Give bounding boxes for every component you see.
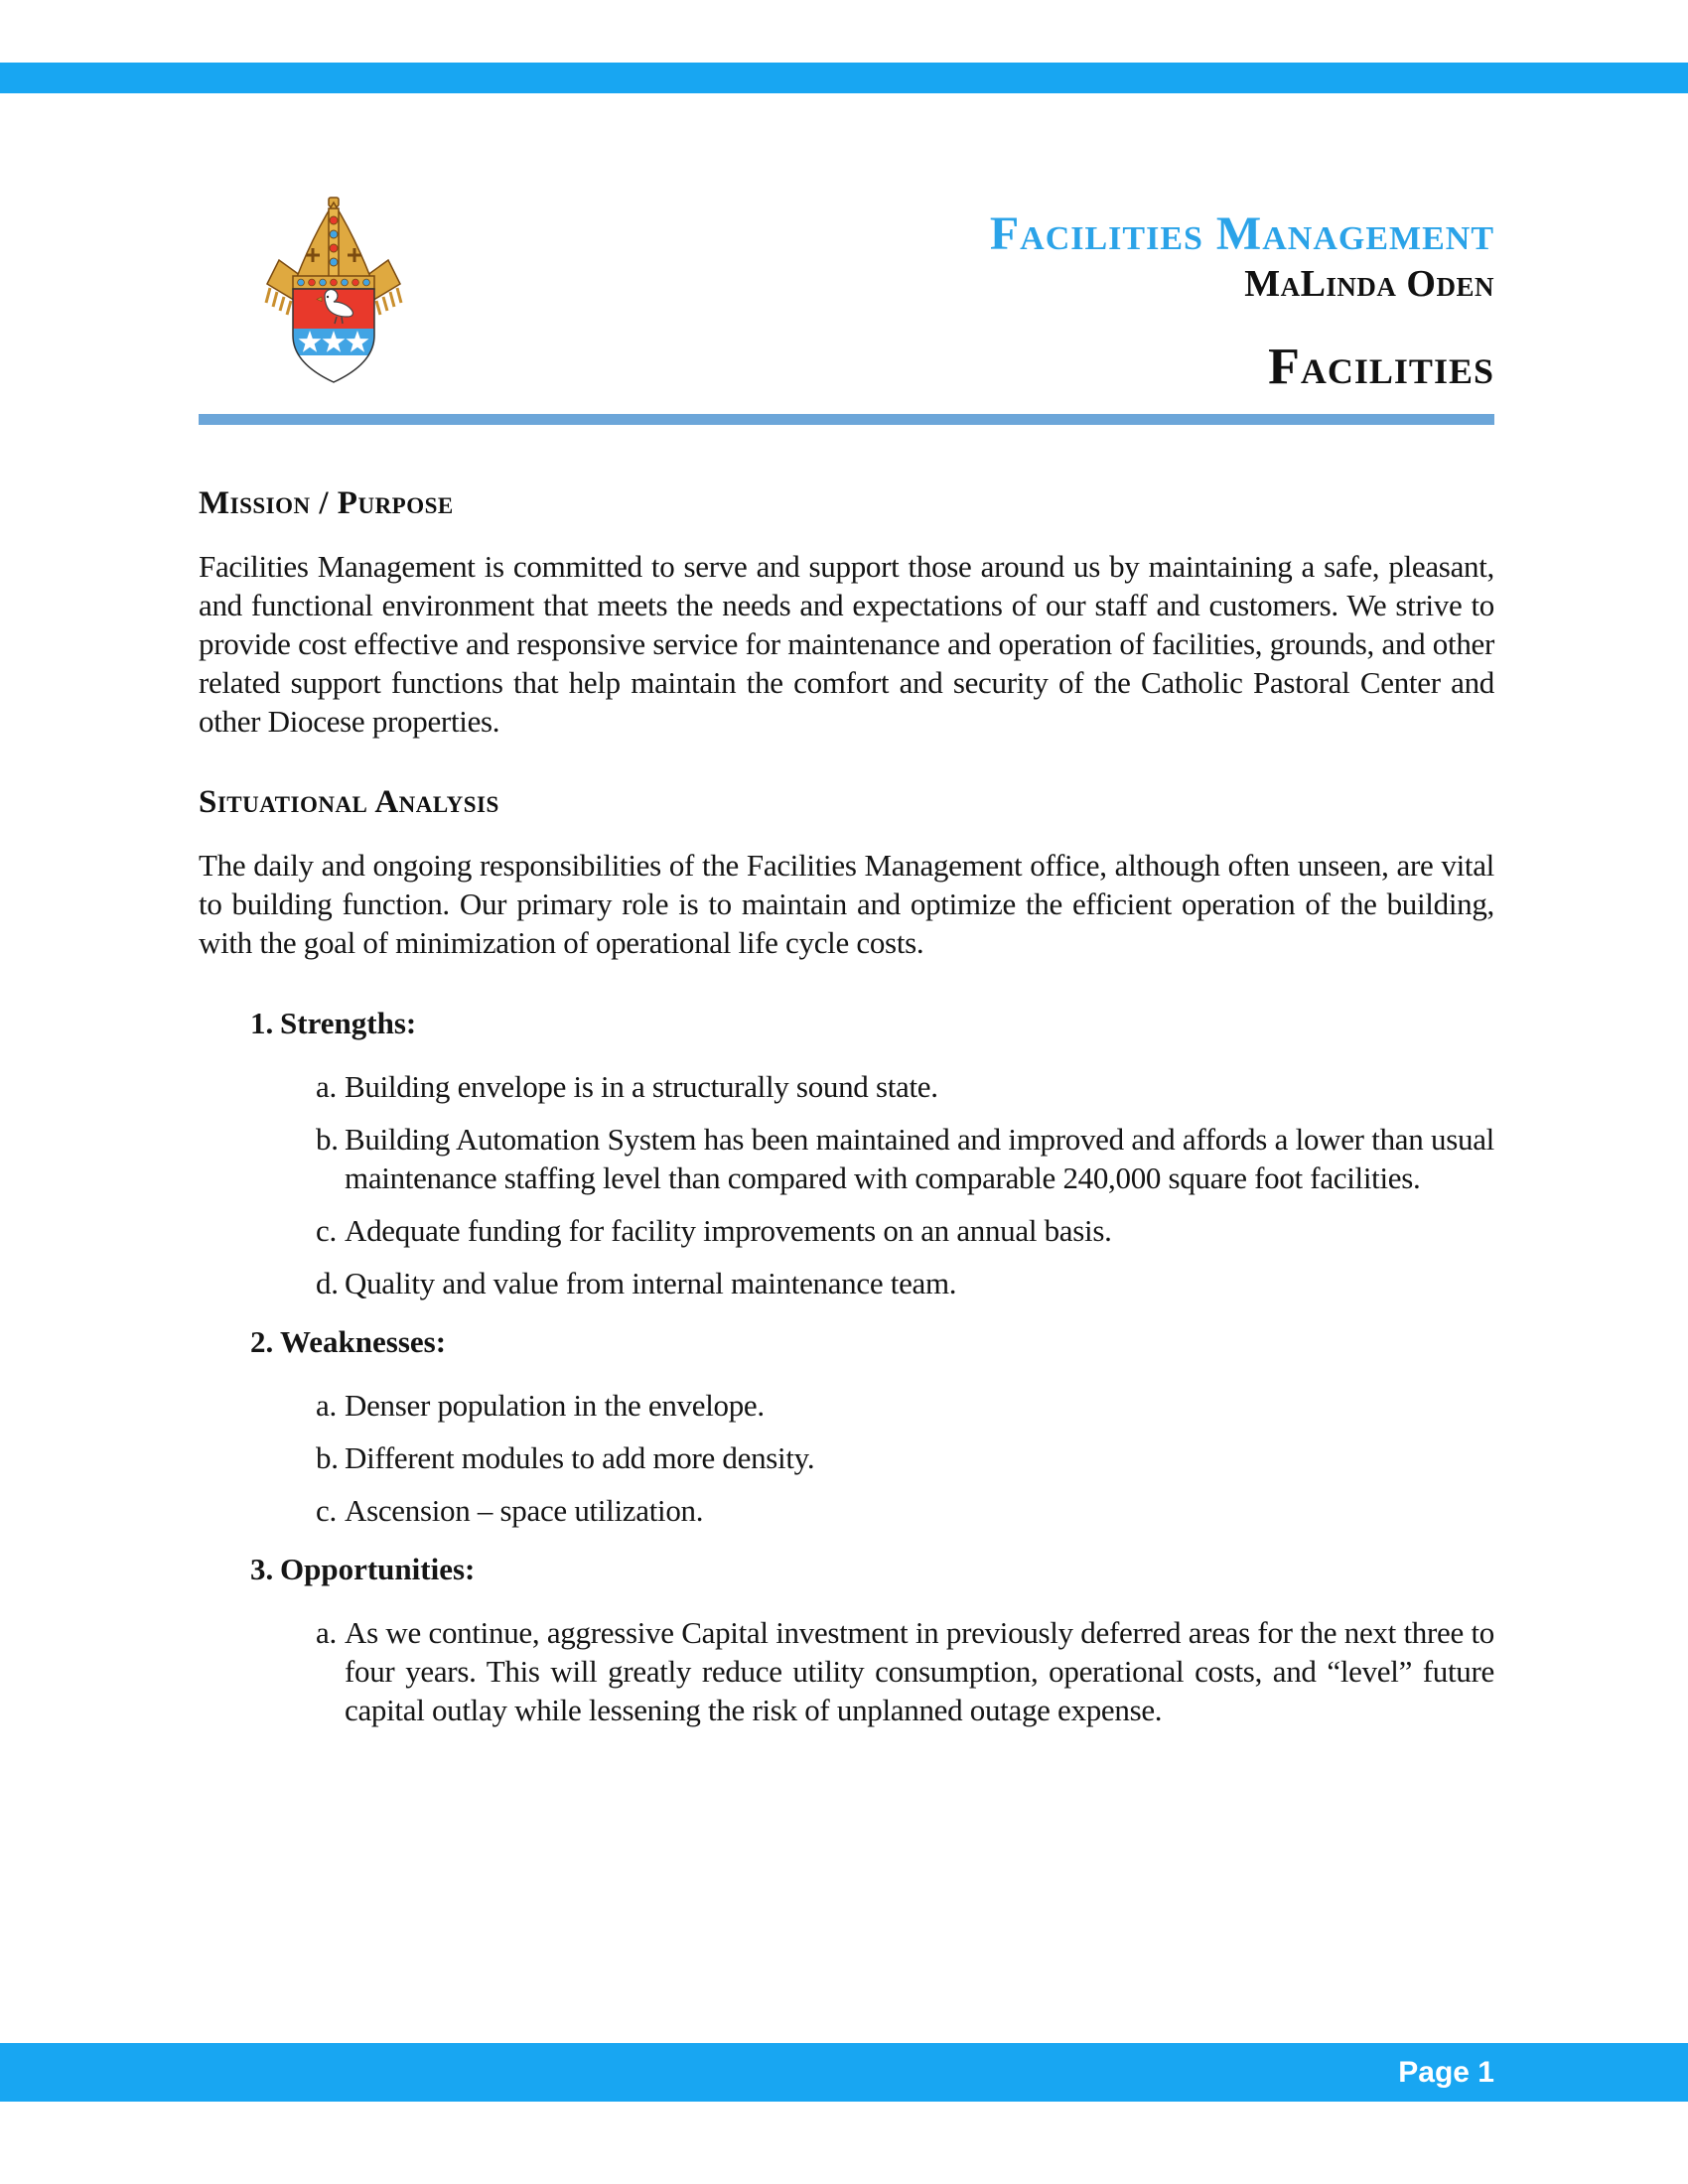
department-title: Facilities Management <box>989 207 1494 260</box>
list-item <box>199 1386 1494 1425</box>
item-letter: c. <box>316 1493 337 1528</box>
list-label: Strengths: <box>280 1006 417 1040</box>
top-accent-bar <box>0 63 1688 93</box>
strengths-list <box>199 1004 1494 1302</box>
page-number: Page 1 <box>1398 2056 1494 2089</box>
list-item <box>199 1067 1494 1106</box>
list-label: Weaknesses: <box>280 1324 447 1359</box>
item-text: Building Automation System has been maintained and improved and affords a lower than usual maintenance staffing level than compared with comparable 240,000 square foot facilities. <box>345 1122 1494 1195</box>
document-title: Facilities <box>1268 339 1494 395</box>
shield-icon <box>293 289 374 382</box>
list-number: 3. <box>250 1552 274 1586</box>
document-body <box>199 483 1494 1743</box>
opportunities-list <box>199 1550 1494 1729</box>
item-text: Building envelope is in a structurally sound state. <box>345 1069 938 1104</box>
footer-accent-bar <box>0 2043 1688 2102</box>
list-item <box>199 1613 1494 1729</box>
header-rule <box>199 414 1494 425</box>
item-text: Adequate funding for facility improvements on an annual basis. <box>345 1213 1112 1248</box>
list-item <box>199 1491 1494 1530</box>
section-heading-situational: Situational Analysis <box>199 784 499 820</box>
list-item <box>199 1120 1494 1197</box>
header-text-block <box>990 208 1494 395</box>
bishop-mitre-icon <box>293 198 374 289</box>
item-letter: d. <box>316 1266 339 1300</box>
list-title-opportunities <box>199 1550 1494 1589</box>
list-item <box>199 1438 1494 1477</box>
item-text: Different modules to add more density. <box>345 1440 815 1475</box>
item-letter: b. <box>316 1440 339 1475</box>
item-text: Ascension – space utilization. <box>345 1493 704 1528</box>
section-heading-mission: Mission / Purpose <box>199 485 454 521</box>
weaknesses-list <box>199 1322 1494 1530</box>
item-letter: b. <box>316 1122 339 1157</box>
item-text: As we continue, aggressive Capital investment in previously deferred areas for the next three to four years. This will greatly reduce utility consumption, operational costs, and “level” future capital outlay while lessening the risk of unplanned outage expense. <box>345 1615 1494 1727</box>
list-item <box>199 1264 1494 1302</box>
item-letter: a. <box>316 1069 337 1104</box>
mission-paragraph: Facilities Management is committed to serve and support those around us by maintaining a safe, pleasant, and functional environment that meets the needs and expectations of our staff and customers. We strive to provide cost effective and responsive service for maintenance and operation of facilities, grounds, and other related support functions that help maintain the comfort and security of the Catholic Pastoral Center and other Diocese properties. <box>199 549 1494 739</box>
list-number: 1. <box>250 1006 274 1040</box>
author-name: MaLinda Oden <box>1244 263 1494 305</box>
list-label: Opportunities: <box>280 1552 476 1586</box>
diocese-crest-logo <box>263 197 404 387</box>
list-title-strengths <box>199 1004 1494 1043</box>
list-title-weaknesses <box>199 1322 1494 1362</box>
item-letter: a. <box>316 1615 337 1650</box>
list-number: 2. <box>250 1324 274 1359</box>
item-letter: a. <box>316 1388 337 1423</box>
situational-paragraph: The daily and ongoing responsibilities of the Facilities Management office, although often unseen, are vital to building function. Our primary role is to maintain and optimize the efficient operation of the building, with the goal of minimization of operational life cycle costs. <box>199 848 1494 960</box>
item-text: Denser population in the envelope. <box>345 1388 765 1423</box>
item-text: Quality and value from internal maintenance team. <box>345 1266 957 1300</box>
list-item <box>199 1211 1494 1250</box>
item-letter: c. <box>316 1213 337 1248</box>
